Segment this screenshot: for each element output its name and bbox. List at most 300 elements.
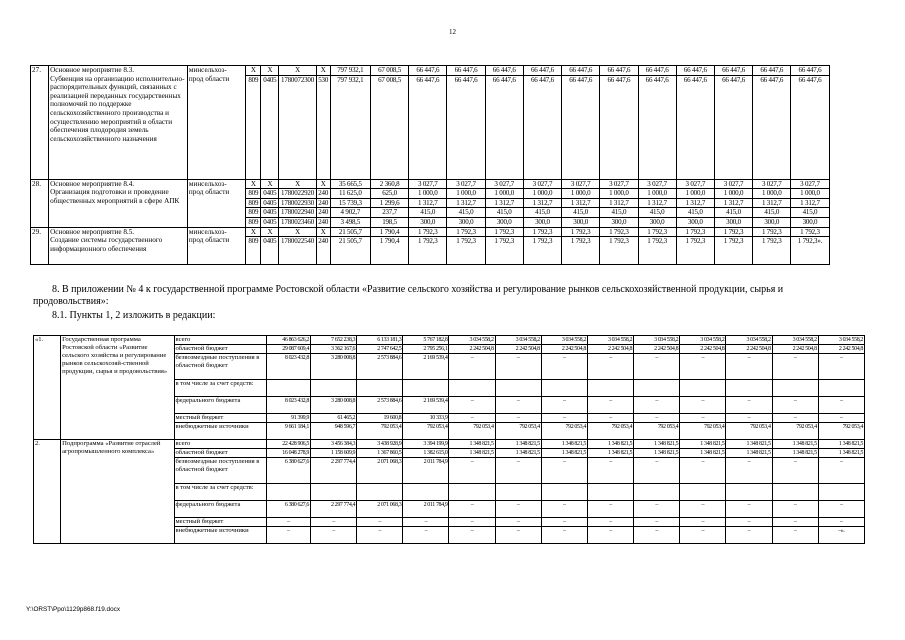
table-cell: 2 573 884,6 — [357, 354, 403, 380]
table-cell: 415,0 — [638, 208, 676, 218]
table-cell: 300,0 — [714, 217, 752, 227]
table-cell: – — [634, 518, 680, 527]
table-cell: 2 242 504,8 — [772, 345, 818, 354]
table-cell: 625,0 — [370, 189, 408, 199]
table-cell: 3 027,7 — [447, 179, 485, 189]
table-cell — [772, 484, 818, 501]
paragraph-8-continuation: продовольствия»: — [33, 296, 109, 307]
table-cell — [357, 380, 403, 397]
table-cell: 46 863 626,2 — [266, 336, 310, 345]
table-cell: 792 053,4 — [495, 423, 541, 440]
table-cell: 240 — [316, 237, 330, 265]
table-cell: 1 382 615,0 — [403, 449, 449, 458]
table-cell: 240 — [316, 208, 330, 218]
table-cell: 3 362 167,6 — [310, 345, 356, 354]
table-cell — [266, 484, 310, 501]
table-cell: 1 299,6 — [370, 198, 408, 208]
table-cell: 66 447,6 — [562, 66, 600, 76]
table-cell — [403, 380, 449, 397]
table-cell — [680, 484, 726, 501]
table-cell: – — [634, 527, 680, 544]
table-cell: 2 573 884,6 — [357, 397, 403, 414]
table-cell: 66 447,6 — [447, 66, 485, 76]
table-cell: 1 792,3». — [791, 237, 829, 265]
table-cell: 22 428 906,5 — [266, 440, 310, 449]
table-cell: 3 027,7 — [714, 179, 752, 189]
table-cell: – — [818, 354, 864, 380]
table-cell — [449, 380, 495, 397]
table-cell: 1 000,0 — [791, 189, 829, 199]
measure-name: Основное мероприятие 8.3. Субвенция на организацию исполнительно-распорядительных функций, связанных с реализацией переданных государственных полномочий по поддержке сельскохозяйственного производства и осуществлению мероприятий в области обеспечения плодородия земель сельскохозяйственного назначения — [49, 66, 188, 180]
table-cell: 6 380 627,6 — [266, 501, 310, 518]
table-cell — [772, 380, 818, 397]
table-cell: 1 000,0 — [562, 189, 600, 199]
table-cell: 2 747 642,5 — [357, 345, 403, 354]
table-cell: – — [266, 527, 310, 544]
table-cell: – — [449, 458, 495, 484]
table-cell: 792 053,4 — [403, 423, 449, 440]
table-cell: X — [279, 179, 316, 189]
table-cell: – — [357, 518, 403, 527]
table-cell: 1 348 821,5 — [587, 440, 633, 449]
table-cell: – — [403, 518, 449, 527]
table-cell: 300,0 — [409, 217, 447, 227]
table-cell: 3 034 558,2 — [726, 336, 772, 345]
table-cell: 1 348 821,5 — [680, 449, 726, 458]
table-cell: 240 — [316, 189, 330, 199]
table-cell: 3 027,7 — [562, 179, 600, 189]
table-cell: – — [310, 518, 356, 527]
table-cell: 792 053,4 — [357, 423, 403, 440]
table-cell — [541, 484, 587, 501]
table-cell: 66 447,6 — [409, 75, 447, 179]
table-cell: 1 348 821,5 — [634, 440, 680, 449]
table-cell: 3 280 008,8 — [310, 397, 356, 414]
table-cell: – — [680, 527, 726, 544]
table-cell: 1 312,7 — [409, 198, 447, 208]
table-cell: 415,0 — [600, 208, 638, 218]
table-cell: 66 447,6 — [600, 66, 638, 76]
file-path-footer: Y:\ORST\Ppo\1129p868.f19.docx — [26, 606, 121, 613]
table-cell: 66 447,6 — [409, 66, 447, 76]
funding-source: безвозмездные поступления в областной бюджет — [174, 354, 266, 380]
table-cell: – — [541, 458, 587, 484]
table-cell: 415,0 — [791, 208, 829, 218]
table-cell: 1 348 821,5 — [634, 449, 680, 458]
table-cell: 1 792,3 — [753, 237, 791, 265]
table-cell: 300,0 — [791, 217, 829, 227]
table-cell: 530 — [316, 75, 330, 179]
table-cell: 1 000,0 — [753, 189, 791, 199]
table-cell: 1 348 821,5 — [726, 449, 772, 458]
table-cell: 3 027,7 — [638, 179, 676, 189]
table-cell: 1 000,0 — [714, 189, 752, 199]
table-cell: 1 312,7 — [753, 198, 791, 208]
table-cell: 415,0 — [562, 208, 600, 218]
table-cell: X — [261, 66, 279, 76]
table-cell: 792 053,4 — [818, 423, 864, 440]
table-cell: 797 932,1 — [330, 75, 370, 179]
executor: минсельхоз- прод области — [187, 179, 245, 227]
table-cell: 66 447,6 — [485, 66, 523, 76]
table-cell: 792 053,4 — [634, 423, 680, 440]
table-cell: 1 792,3 — [409, 237, 447, 265]
funding-source: всего — [174, 336, 266, 345]
table-cell: 1 000,0 — [676, 189, 714, 199]
table-cell: 1 312,7 — [676, 198, 714, 208]
table-cell: – — [541, 414, 587, 423]
table-cell: –». — [818, 527, 864, 544]
table-cell: 3 034 558,2 — [772, 336, 818, 345]
table-cell: 1 792,3 — [523, 227, 561, 237]
table-cell: 300,0 — [638, 217, 676, 227]
table-cell: – — [772, 397, 818, 414]
table-cell: 1 792,3 — [562, 227, 600, 237]
table-cell: 0405 — [261, 217, 279, 227]
table-cell: 415,0 — [753, 208, 791, 218]
table-cell: 1 348 821,5 — [495, 440, 541, 449]
table-cell: 1 348 821,5 — [680, 440, 726, 449]
table-cell: 1 000,0 — [523, 189, 561, 199]
table-cell: 415,0 — [409, 208, 447, 218]
table-cell: 809 — [246, 189, 261, 199]
table-cell: 1 348 821,5 — [541, 449, 587, 458]
table-cell: 1 000,0 — [409, 189, 447, 199]
table-cell: 1 792,3 — [676, 237, 714, 265]
page-number: 12 — [449, 28, 456, 36]
table-cell: 1780072300 — [279, 75, 316, 179]
table-cell: 5 767 182,8 — [403, 336, 449, 345]
table-cell: 809 — [246, 198, 261, 208]
table-cell: 1780022920 — [279, 189, 316, 199]
funding-table — [33, 335, 865, 544]
table-cell: 1 348 821,5 — [449, 440, 495, 449]
table-cell: 1 792,3 — [791, 227, 829, 237]
table-cell: 1 312,7 — [638, 198, 676, 208]
table-cell: 66 447,6 — [485, 75, 523, 179]
row-number: 29. — [31, 227, 49, 265]
table-cell: – — [772, 458, 818, 484]
table-cell: 300,0 — [447, 217, 485, 227]
table-cell — [726, 380, 772, 397]
funding-source: в том числе за счет средств: — [174, 380, 266, 397]
table-cell: 2 242 504,8 — [818, 345, 864, 354]
table-cell: 16 048 278,9 — [266, 449, 310, 458]
table-row — [31, 179, 868, 189]
table-cell: 2 297 774,4 — [310, 458, 356, 484]
table-cell: X — [246, 179, 261, 189]
table-cell — [541, 380, 587, 397]
table-cell — [634, 380, 680, 397]
program-name: Государственная программа Ростовской области «Развитие сельского хозяйства и регулирование рынков сельскохозяй-ственной продукции, сырья и продовольствия» — [61, 336, 174, 440]
funding-source: федерального бюджета — [174, 397, 266, 414]
row-number: 28. — [31, 179, 49, 227]
table-cell: 8 023 432,8 — [266, 354, 310, 380]
table-cell: 1 792,3 — [485, 237, 523, 265]
table-cell: – — [587, 527, 633, 544]
paragraph-8: 8. В приложении № 4 к государственной программе Ростовской области «Развитие сельского хозяйства и регулирование рынков сельскохозяйственной продукции, сырья и — [52, 284, 784, 295]
funding-source: внебюджетные источники — [174, 527, 266, 544]
table-cell: X — [316, 66, 330, 76]
table-cell — [818, 484, 864, 501]
table-cell: 1780023460 — [279, 217, 316, 227]
table-cell: 66 447,6 — [638, 75, 676, 179]
table-cell: – — [772, 354, 818, 380]
table-cell: 1 000,0 — [600, 189, 638, 199]
table-cell: 66 447,6 — [638, 66, 676, 76]
table-cell: 66 447,6 — [753, 66, 791, 76]
table-cell: 2 169 539,4 — [403, 397, 449, 414]
table-cell: 1 348 821,5 — [541, 440, 587, 449]
table-cell: – — [634, 397, 680, 414]
table-cell: 1 790,4 — [370, 237, 408, 265]
table-cell: X — [316, 179, 330, 189]
table-cell: 11 625,0 — [330, 189, 370, 199]
table-cell: 1 792,3 — [523, 237, 561, 265]
table-cell: 0405 — [261, 75, 279, 179]
table-cell: 809 — [246, 75, 261, 179]
table-cell: – — [541, 354, 587, 380]
table-cell: 2 242 504,8 — [495, 345, 541, 354]
table-cell: 1 792,3 — [638, 227, 676, 237]
table-cell: 1 792,3 — [676, 227, 714, 237]
table-cell: 4 902,7 — [330, 208, 370, 218]
table-cell: – — [634, 354, 680, 380]
table-cell: 1 312,7 — [791, 198, 829, 208]
table-cell: 1 792,3 — [447, 227, 485, 237]
table-cell: 1 000,0 — [638, 189, 676, 199]
table-cell: 2 169 539,4 — [403, 354, 449, 380]
table-cell: 2 360,8 — [370, 179, 408, 189]
table-cell: 91 399,9 — [266, 414, 310, 423]
table-cell: – — [587, 397, 633, 414]
table-row — [31, 66, 868, 76]
table-cell: X — [246, 227, 261, 237]
table-cell: 1 312,7 — [562, 198, 600, 208]
table-cell: 240 — [316, 198, 330, 208]
table-cell: 3 498,5 — [330, 217, 370, 227]
table-cell: 3 027,7 — [485, 179, 523, 189]
table-cell: 1 348 821,5 — [818, 449, 864, 458]
table-cell — [818, 380, 864, 397]
table-cell: 3 027,7 — [753, 179, 791, 189]
table-cell: 300,0 — [523, 217, 561, 227]
table-cell: 66 447,6 — [600, 75, 638, 179]
table-row — [34, 336, 865, 345]
table-cell: 300,0 — [485, 217, 523, 227]
table-cell: 3 034 558,2 — [541, 336, 587, 345]
table-cell: 66 447,6 — [753, 75, 791, 179]
table-cell: – — [726, 397, 772, 414]
table-cell: – — [680, 501, 726, 518]
table-cell: 67 008,5 — [370, 75, 408, 179]
table-cell: 1 348 821,5 — [449, 449, 495, 458]
funding-source: всего — [174, 440, 266, 449]
table-cell: 3 034 558,2 — [495, 336, 541, 345]
table-cell: 792 053,4 — [680, 423, 726, 440]
table-cell: 3 034 558,2 — [449, 336, 495, 345]
table-cell: 1 792,3 — [485, 227, 523, 237]
table-cell: – — [357, 527, 403, 544]
table-cell: – — [495, 354, 541, 380]
table-cell: 1 792,3 — [600, 237, 638, 265]
table-cell: 66 447,6 — [676, 66, 714, 76]
table-cell: – — [772, 527, 818, 544]
table-cell: 8 023 432,8 — [266, 397, 310, 414]
table-cell: 2 011 784,9 — [403, 501, 449, 518]
table-cell: 300,0 — [562, 217, 600, 227]
table-cell: 3 034 558,2 — [587, 336, 633, 345]
table-cell: 1 792,3 — [753, 227, 791, 237]
table-cell: – — [726, 354, 772, 380]
table-cell: 0405 — [261, 189, 279, 199]
table-cell: – — [266, 518, 310, 527]
table-cell: 415,0 — [676, 208, 714, 218]
table-row — [31, 227, 868, 237]
table-cell: – — [634, 458, 680, 484]
table-cell: X — [279, 227, 316, 237]
table-cell: 809 — [246, 237, 261, 265]
paragraph-8-1: 8.1. Пункты 1, 2 изложить в редакции: — [52, 310, 216, 321]
table-cell: 0405 — [261, 237, 279, 265]
table-cell: 1780022930 — [279, 198, 316, 208]
table-cell: 0405 — [261, 208, 279, 218]
table-cell: – — [495, 397, 541, 414]
table-cell: 2 242 504,8 — [449, 345, 495, 354]
table-cell: 66 447,6 — [523, 75, 561, 179]
table-cell: – — [495, 518, 541, 527]
table-cell: – — [818, 518, 864, 527]
table-cell: 29 087 609,4 — [266, 345, 310, 354]
table-cell — [495, 380, 541, 397]
table-cell: 797 932,1 — [330, 66, 370, 76]
table-cell: 1 348 821,5 — [818, 440, 864, 449]
measure-name: Основное мероприятие 8.4. Организация подготовки и проведение общественных мероприятий в сфере АПК — [49, 179, 188, 227]
table-cell: 66 447,6 — [676, 75, 714, 179]
table-cell: 6 133 181,3 — [357, 336, 403, 345]
funding-source: в том числе за счет средств: — [174, 484, 266, 501]
table-cell: – — [541, 527, 587, 544]
funding-source: федерального бюджета — [174, 501, 266, 518]
funding-source: внебюджетные источники — [174, 423, 266, 440]
table-cell — [726, 484, 772, 501]
table-cell: 3 438 928,9 — [357, 440, 403, 449]
table-cell: 15 739,3 — [330, 198, 370, 208]
table-cell: – — [726, 518, 772, 527]
table-cell — [310, 484, 356, 501]
table-cell: 1 792,3 — [714, 237, 752, 265]
table-cell: – — [310, 527, 356, 544]
table-cell: 10 333,9 — [403, 414, 449, 423]
table-cell: 3 027,7 — [409, 179, 447, 189]
table-cell: 3 456 384,3 — [310, 440, 356, 449]
row-number: 27. — [31, 66, 49, 180]
table-cell: – — [449, 354, 495, 380]
executor: минсельхоз- прод области — [187, 227, 245, 265]
table-cell: X — [279, 66, 316, 76]
table-cell — [310, 380, 356, 397]
table-cell: 792 053,4 — [449, 423, 495, 440]
table-cell: 1 348 821,5 — [587, 449, 633, 458]
measure-name: Основное мероприятие 8.5. Создание системы государственного информационного обеспечения — [49, 227, 188, 265]
table-cell: 1 792,3 — [409, 227, 447, 237]
table-cell: 66 447,6 — [523, 66, 561, 76]
table-cell: – — [772, 518, 818, 527]
table-cell: 1 792,3 — [638, 237, 676, 265]
table-cell: 67 008,5 — [370, 66, 408, 76]
table-cell: – — [449, 501, 495, 518]
table-cell: 66 447,6 — [791, 66, 829, 76]
table-cell: 1 158 609,9 — [310, 449, 356, 458]
table-cell: 66 447,6 — [714, 75, 752, 179]
table-cell: 3 034 558,2 — [634, 336, 680, 345]
table-cell — [495, 484, 541, 501]
table-cell: 1 792,3 — [600, 227, 638, 237]
table-cell: 1 000,0 — [447, 189, 485, 199]
table-cell: 792 053,4 — [587, 423, 633, 440]
table-cell: 792 053,4 — [772, 423, 818, 440]
funding-source: областной бюджет — [174, 345, 266, 354]
table-cell: 21 505,7 — [330, 237, 370, 265]
table-cell: 792 053,4 — [541, 423, 587, 440]
table-cell: 2 071 068,3 — [357, 501, 403, 518]
table-cell: – — [449, 397, 495, 414]
table-cell: – — [772, 414, 818, 423]
table-cell: 66 447,6 — [791, 75, 829, 179]
table-cell — [680, 380, 726, 397]
table-cell — [266, 380, 310, 397]
table-cell: 2 242 504,8 — [680, 345, 726, 354]
table-cell: 3 034 558,2 — [818, 336, 864, 345]
table-cell: – — [818, 501, 864, 518]
funding-source: местный бюджет — [174, 518, 266, 527]
table-cell: 415,0 — [485, 208, 523, 218]
table-cell: – — [634, 414, 680, 423]
funding-source: местный бюджет — [174, 414, 266, 423]
table-cell: 19 600,8 — [357, 414, 403, 423]
table-cell: – — [680, 458, 726, 484]
table-cell: 2 071 068,3 — [357, 458, 403, 484]
table-cell: 237,7 — [370, 208, 408, 218]
table-cell: – — [449, 527, 495, 544]
table-cell: – — [587, 458, 633, 484]
table-cell — [403, 484, 449, 501]
table-cell: 61 465,2 — [310, 414, 356, 423]
table-cell: 415,0 — [447, 208, 485, 218]
table-cell: 792 053,4 — [726, 423, 772, 440]
table-cell: – — [726, 458, 772, 484]
table-cell: 300,0 — [753, 217, 791, 227]
table-cell: – — [495, 458, 541, 484]
activities-table — [30, 65, 868, 265]
table-cell: 66 447,6 — [447, 75, 485, 179]
table-cell: – — [634, 501, 680, 518]
funding-source: областной бюджет — [174, 449, 266, 458]
table-cell: 35 665,5 — [330, 179, 370, 189]
table-cell: 415,0 — [523, 208, 561, 218]
table-cell: 1 790,4 — [370, 227, 408, 237]
table-cell — [587, 380, 633, 397]
table-cell: 2 242 504,8 — [634, 345, 680, 354]
table-cell: 2 242 504,8 — [541, 345, 587, 354]
table-cell: – — [403, 527, 449, 544]
table-cell: 300,0 — [600, 217, 638, 227]
table-cell: X — [316, 227, 330, 237]
table-cell: 2 242 504,8 — [587, 345, 633, 354]
table-cell: – — [772, 501, 818, 518]
table-cell: – — [818, 414, 864, 423]
table-cell: 66 447,6 — [562, 75, 600, 179]
